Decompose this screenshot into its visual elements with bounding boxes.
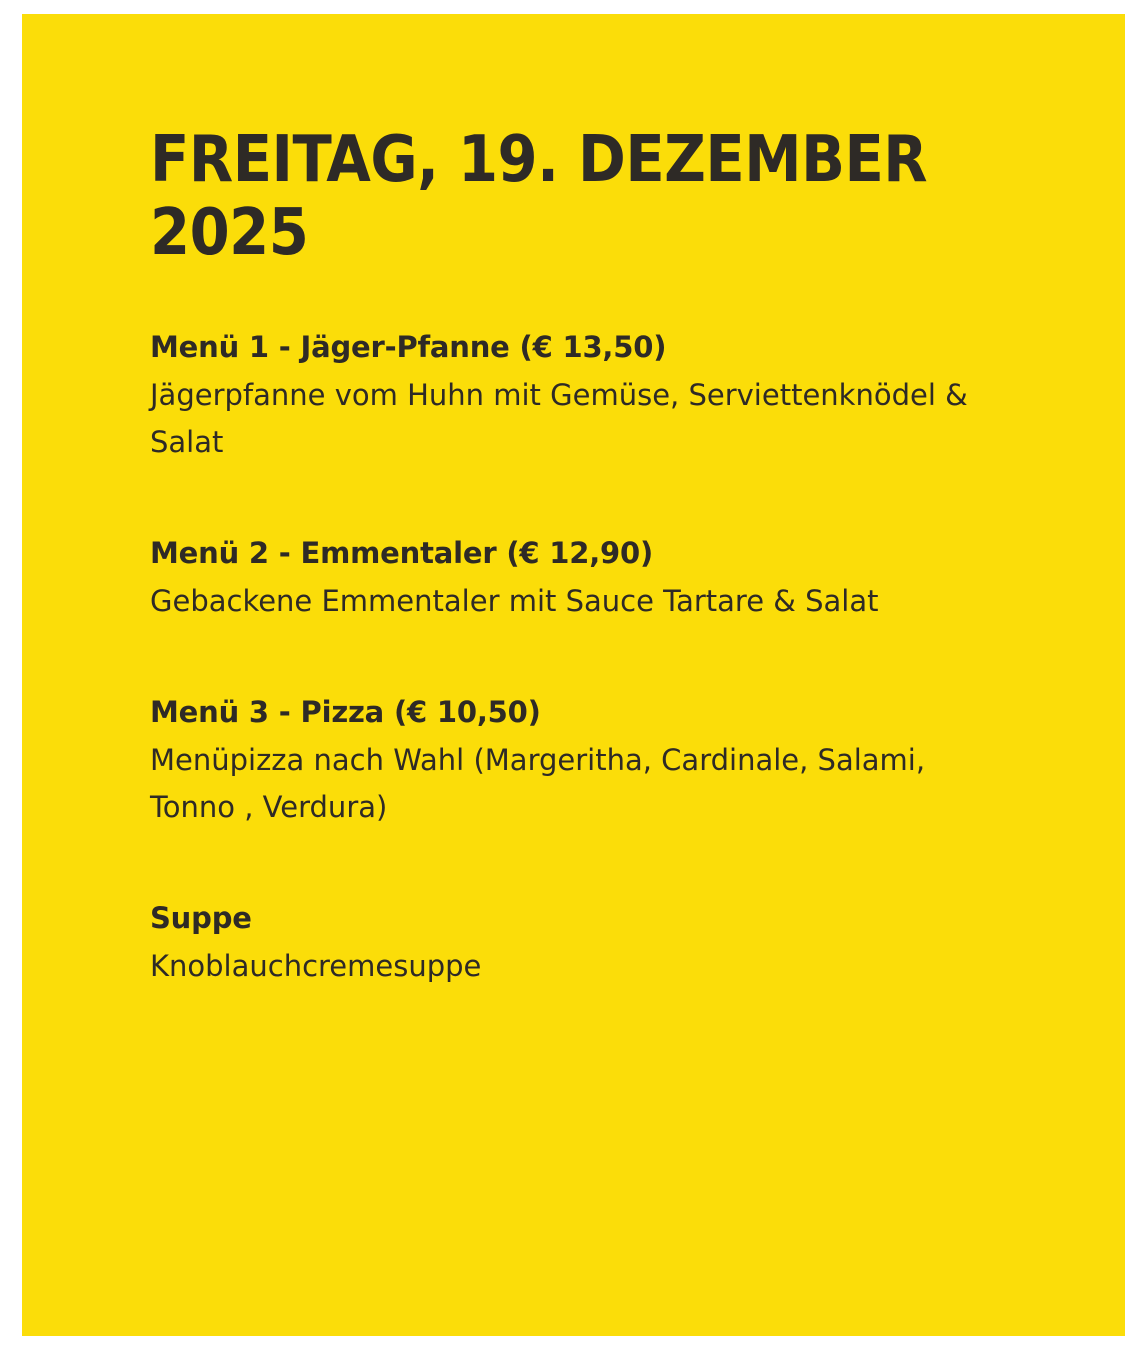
- menu-item-description: Gebackene Emmentaler mit Sauce Tartare & Salat: [150, 583, 879, 618]
- menu-item-heading: Suppe: [150, 900, 252, 935]
- menu-item-soup: [150, 897, 1005, 990]
- menu-item-description: Jägerpfanne vom Huhn mit Gemüse, Serviettenknödel & Salat: [150, 377, 968, 459]
- daily-menu-card: [22, 14, 1125, 1336]
- menu-item-1: [150, 326, 1005, 466]
- menu-item-heading: Menü 3 - Pizza (€ 10,50): [150, 694, 541, 729]
- menu-item-2: [150, 532, 1005, 625]
- page-title: FREITAG, 19. DEZEMBER 2025: [150, 123, 928, 270]
- menu-item-heading: Menü 2 - Emmentaler (€ 12,90): [150, 535, 654, 570]
- menu-item-heading: Menü 1 - Jäger-Pfanne (€ 13,50): [150, 329, 667, 364]
- menu-item-description: Menüpizza nach Wahl (Margeritha, Cardinale, Salami, Tonno , Verdura): [150, 742, 926, 824]
- menu-item-description: Knoblauchcremesuppe: [150, 948, 482, 983]
- menu-item-3: [150, 691, 1005, 831]
